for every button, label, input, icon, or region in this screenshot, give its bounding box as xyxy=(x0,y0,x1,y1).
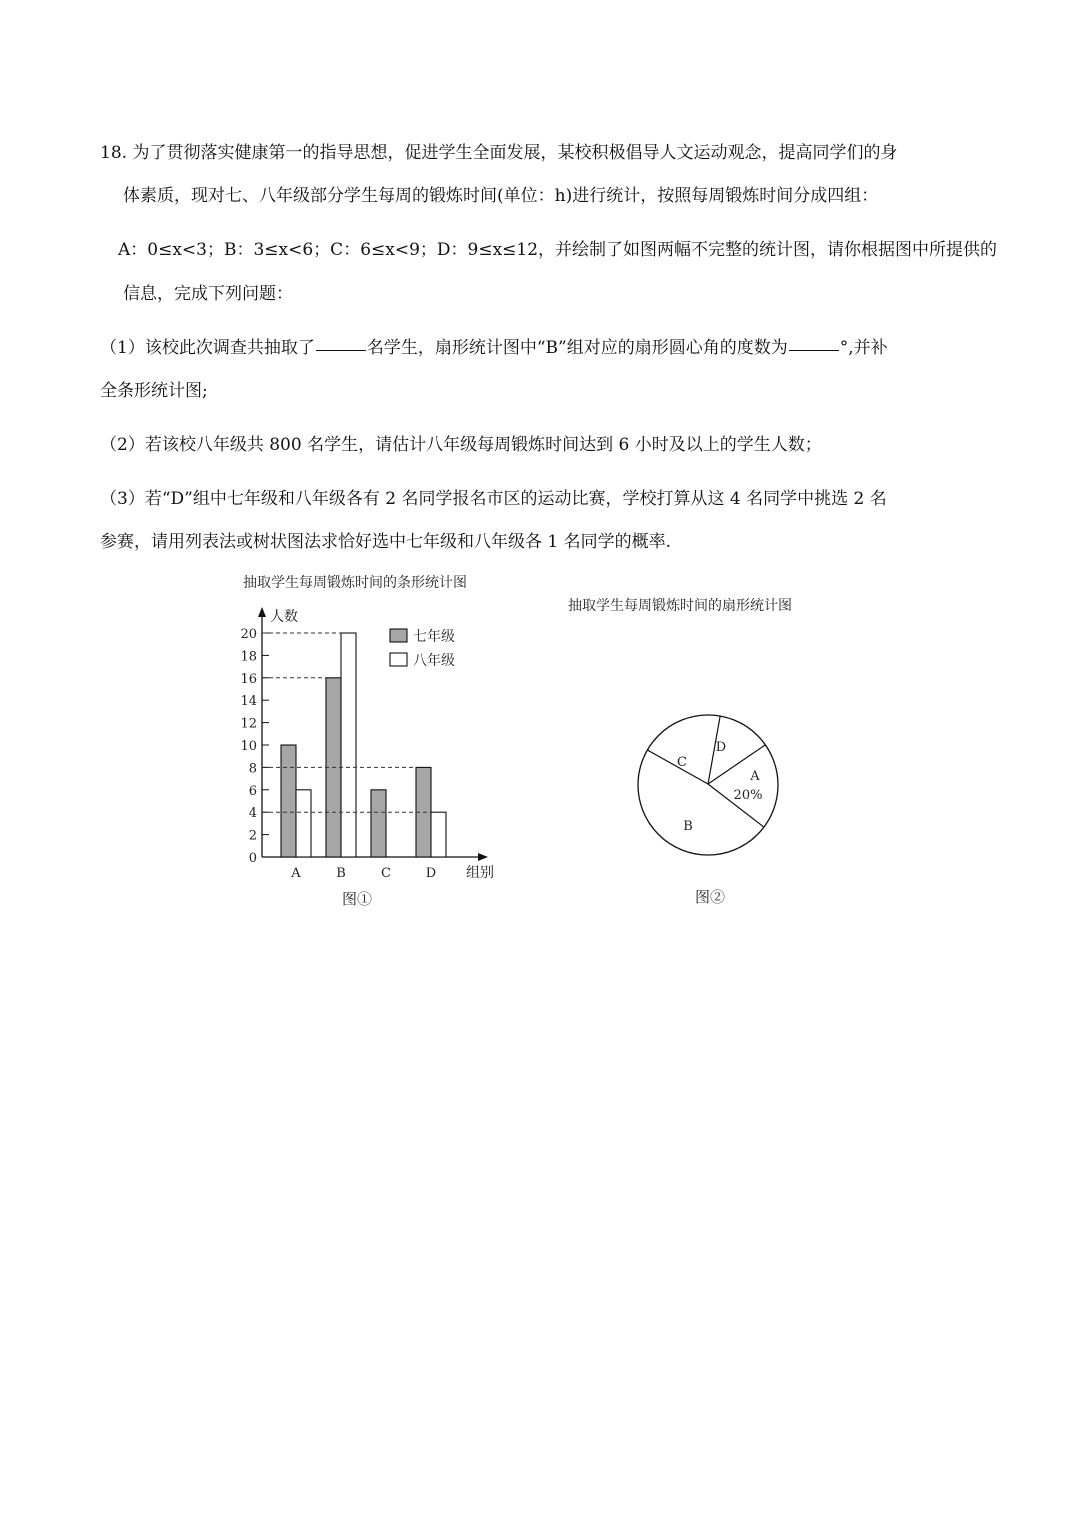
legend-label-1: 七年级 xyxy=(413,629,455,645)
y-tick-label: 0 xyxy=(248,851,257,866)
legend-swatch-1 xyxy=(390,629,407,642)
answer-blank-angle[interactable] xyxy=(789,350,839,351)
subquestion-3-line-1: （3）若“D”组中七年级和八年级各有 2 名同学报名市区的运动比赛，学校打算从这 4 名同学中挑选 2 名 xyxy=(100,489,887,509)
y-tick-label: 8 xyxy=(248,761,257,777)
y-axis-arrow xyxy=(258,607,266,617)
x-tick-label: D xyxy=(425,866,437,881)
x-tick-label: B xyxy=(336,866,346,881)
figure-1-caption: 图① xyxy=(342,890,373,908)
bar-D-2 xyxy=(431,812,446,857)
x-axis-label: 组别 xyxy=(466,865,494,881)
bar-A-1 xyxy=(281,745,296,857)
bar-A-2 xyxy=(296,790,311,857)
question-line-4: 信息，完成下列问题： xyxy=(123,284,293,304)
question-line-1: 18. 为了贯彻落实健康第一的指导思想，促进学生全面发展，某校积极倡导人文运动观念，提高同学们的身 xyxy=(100,143,898,163)
bar-chart xyxy=(190,565,520,881)
bar-C-1 xyxy=(371,790,386,857)
y-tick-label: 18 xyxy=(240,649,257,665)
pie-slice-percent-A: 20% xyxy=(733,788,763,803)
answer-blank-count[interactable] xyxy=(316,350,366,351)
question-line-2: 体素质，现对七、八年级部分学生每周的锻炼时间(单位：h)进行统计，按照每周锻炼时间分成四组： xyxy=(123,186,879,206)
pie-slice-label-D: D xyxy=(715,740,727,755)
y-tick-label: 14 xyxy=(240,694,257,710)
pie-slice-label-A: A xyxy=(750,769,760,784)
subquestion-2: （2）若该校八年级共 800 名学生，请估计八年级每周锻炼时间达到 6 小时及以上的学生人数； xyxy=(100,435,822,455)
subquestion-3-line-2: 参赛，请用列表法或树状图法求恰好选中七年级和八年级各 1 名同学的概率. xyxy=(100,532,672,552)
question-line-3: A：0≤x<3；B：3≤x<6；C：6≤x<9；D：9≤x≤12，并绘制了如图两幅不完整的统计图，请你根据图中所提供的 xyxy=(118,240,998,260)
subquestion-1 xyxy=(100,340,888,357)
pie-slice-label-B: B xyxy=(683,819,693,834)
x-axis-arrow xyxy=(478,853,488,861)
pie-title: 抽取学生每周锻炼时间的扇形统计图 xyxy=(568,598,792,614)
pie-slice-label-C: C xyxy=(677,755,687,770)
legend-label-2: 八年级 xyxy=(413,653,455,669)
pie-chart xyxy=(540,588,830,868)
subquestion-1-part-a: （1）该校此次调查共抽取了 xyxy=(100,338,315,358)
y-tick-label: 6 xyxy=(248,783,257,799)
figure-2-caption: 图② xyxy=(695,888,726,906)
x-tick-label: A xyxy=(291,866,301,881)
chart-title: 抽取学生每周锻炼时间的条形统计图 xyxy=(243,575,467,591)
y-tick-label: 4 xyxy=(248,806,257,822)
y-tick-label: 20 xyxy=(240,627,257,642)
y-axis-label: 人数 xyxy=(270,609,298,625)
subquestion-1-part-b: 名学生，扇形统计图中“B”组对应的扇形圆心角的度数为 xyxy=(366,338,788,358)
y-tick-label: 12 xyxy=(240,716,257,732)
x-tick-label: C xyxy=(381,866,391,881)
pie-outline xyxy=(638,715,778,855)
bar-B-2 xyxy=(341,633,356,857)
y-tick-label: 10 xyxy=(240,739,257,754)
legend-swatch-2 xyxy=(390,653,407,666)
subquestion-1-line-2: 全条形统计图; xyxy=(100,381,208,401)
y-tick-label: 16 xyxy=(240,671,257,687)
y-tick-label: 2 xyxy=(248,828,257,844)
subquestion-1-part-c: °,并补 xyxy=(839,338,888,358)
